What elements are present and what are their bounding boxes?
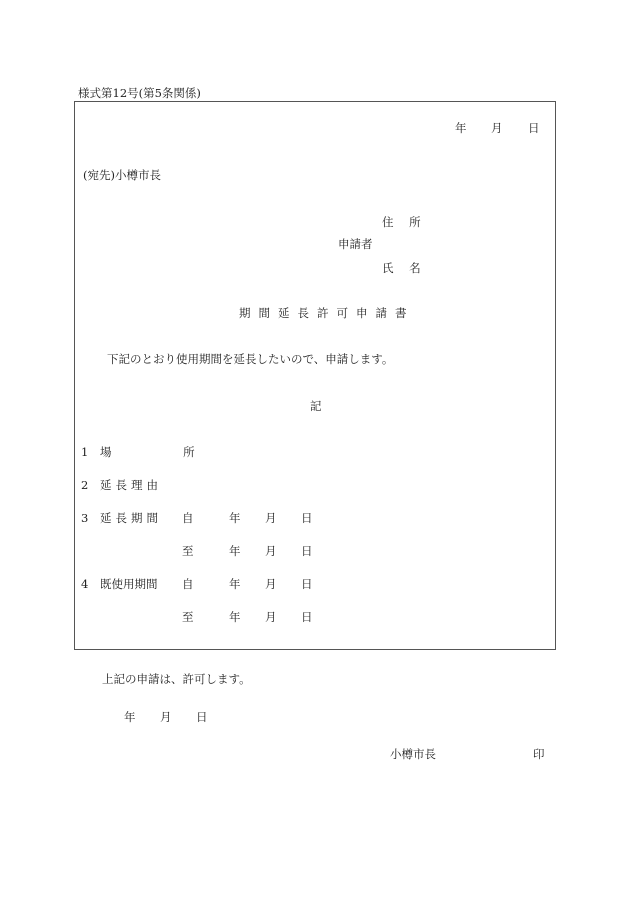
applicant-address-label: 住 所 (382, 215, 427, 229)
item-3-to-month: 月 (265, 544, 277, 558)
item-3-to-day: 日 (301, 544, 313, 558)
approval-month: 月 (160, 710, 172, 724)
approval-year: 年 (124, 710, 136, 724)
addressee: (宛先)小樽市長 (83, 168, 161, 182)
item-4-to-month: 月 (265, 610, 277, 624)
item-4-to: 至 (182, 610, 194, 624)
ki-heading: 記 (310, 399, 322, 413)
date-year: 年 (455, 121, 467, 135)
item-4-from: 自 (182, 577, 194, 591)
applicant-label: 申請者 (338, 237, 373, 251)
item-4-to-day: 日 (301, 610, 313, 624)
approval-text: 上記の申請は、許可します。 (102, 672, 251, 686)
approval-mayor: 小樽市長 (390, 747, 436, 761)
item-3-to: 至 (182, 544, 194, 558)
intro-text: 下記のとおり使用期間を延長したいので、申請します。 (107, 352, 394, 366)
seal-mark: 印 (533, 747, 545, 761)
item-3-from-day: 日 (301, 511, 313, 525)
item-4-to-year: 年 (229, 610, 241, 624)
item-3-label: 延長期間 (100, 511, 162, 525)
item-4-number: 4 (81, 577, 89, 591)
item-2-label: 延長理由 (100, 478, 162, 492)
date-day: 日 (528, 121, 540, 135)
item-4-label: 既使用期間 (100, 577, 158, 591)
approval-day: 日 (196, 710, 208, 724)
document-title: 期間延長許可申請書 (239, 306, 415, 320)
item-4-from-month: 月 (265, 577, 277, 591)
item-2-number: 2 (81, 478, 89, 492)
date-month: 月 (491, 121, 503, 135)
item-1-number: 1 (81, 445, 89, 459)
item-4-from-year: 年 (229, 577, 241, 591)
application-frame (74, 101, 556, 650)
item-1-label: 場 所 (100, 445, 229, 459)
item-3-to-year: 年 (229, 544, 241, 558)
item-3-from-year: 年 (229, 511, 241, 525)
item-3-from-month: 月 (265, 511, 277, 525)
applicant-name-label: 氏 名 (382, 261, 427, 275)
form-number: 様式第12号(第5条関係) (78, 86, 201, 100)
item-3-from: 自 (182, 511, 194, 525)
item-4-from-day: 日 (301, 577, 313, 591)
item-3-number: 3 (81, 511, 89, 525)
